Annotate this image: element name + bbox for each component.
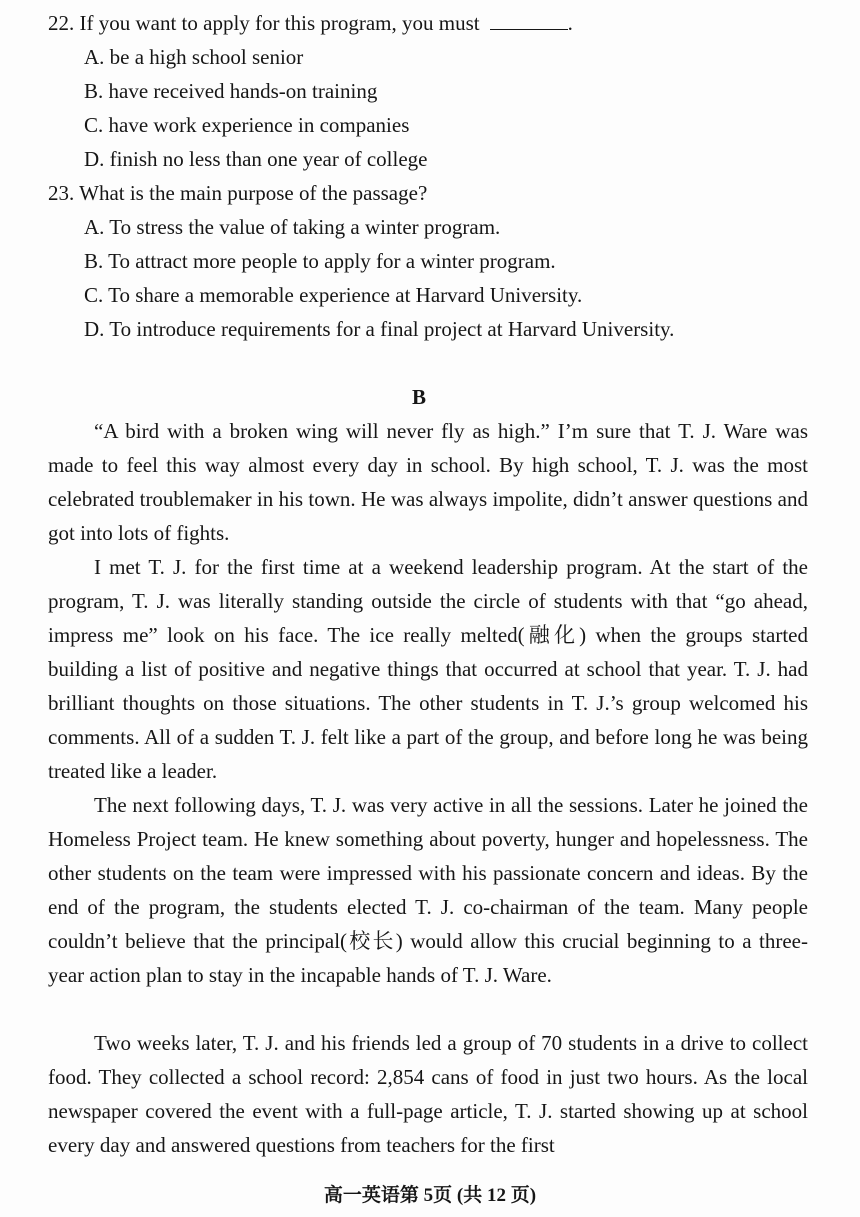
question-23-option-a: A. To stress the value of taking a winter program. bbox=[84, 215, 501, 239]
question-23-option-d: D. To introduce requirements for a final project at Harvard University. bbox=[84, 317, 675, 341]
question-23-option-b: B. To attract more people to apply for a winter program. bbox=[84, 249, 556, 273]
question-22-text: 22. If you want to apply for this program, you must bbox=[48, 11, 480, 35]
page-footer: 高一英语第 5页 (共 12 页) bbox=[323, 1185, 537, 1206]
question-22-option-b: B. have received hands-on training bbox=[84, 79, 378, 103]
question-22-option-c: C. have work experience in companies bbox=[84, 113, 410, 137]
section-title: B bbox=[411, 385, 426, 409]
question-22-option-a: A. be a high school senior bbox=[84, 45, 304, 69]
question-22-end: . bbox=[567, 11, 573, 35]
question-22-option-d: D. finish no less than one year of college bbox=[84, 147, 428, 171]
question-22-stem bbox=[48, 6, 573, 40]
passage-paragraph-1: “A bird with a broken wing will never fly as high.” I’m sure that T. J. Ware was made to feel this way almost every day in school. By high school, T. J. was the most celebrated troublemaker in his town. He was always impolite, didn’t answer questions and got into lots of fights. bbox=[48, 419, 808, 545]
question-23-option-c: C. To share a memorable experience at Harvard University. bbox=[84, 283, 583, 307]
answer-blank bbox=[490, 9, 568, 30]
passage-paragraph-4: Two weeks later, T. J. and his friends led a group of 70 students in a drive to collect food. They collected a school record: 2,854 cans of food in just two hours. As the local newspaper covered the event with a full-page article, T. J. started showing up at school every day and answered questions from teachers for the first bbox=[48, 1031, 808, 1157]
passage-paragraph-2: I met T. J. for the first time at a weekend leadership program. At the start of the program, T. J. was literally standing outside the circle of students with that “go ahead, impress me” look on his face. The ice really melted(融化) when the groups started building a list of positive and negative things that occurred at school that year. T. J. had brilliant thoughts on those situations. The other students in T. J.’s group welcomed his comments. All of a sudden T. J. felt like a part of the group, and before long he was being treated like a leader. bbox=[48, 555, 808, 783]
question-23-stem: 23. What is the main purpose of the passage? bbox=[48, 181, 428, 205]
passage-paragraph-3: The next following days, T. J. was very active in all the sessions. Later he joined the Homeless Project team. He knew something about poverty, hunger and hopelessness. The other students on the team were impressed with his passionate concern and ideas. By the end of the program, the students elected T. J. co-chairman of the team. Many people couldn’t believe that the principal(校长) would allow this crucial beginning to a three-year action plan to stay in the incapable hands of T. J. Ware. bbox=[48, 793, 808, 987]
